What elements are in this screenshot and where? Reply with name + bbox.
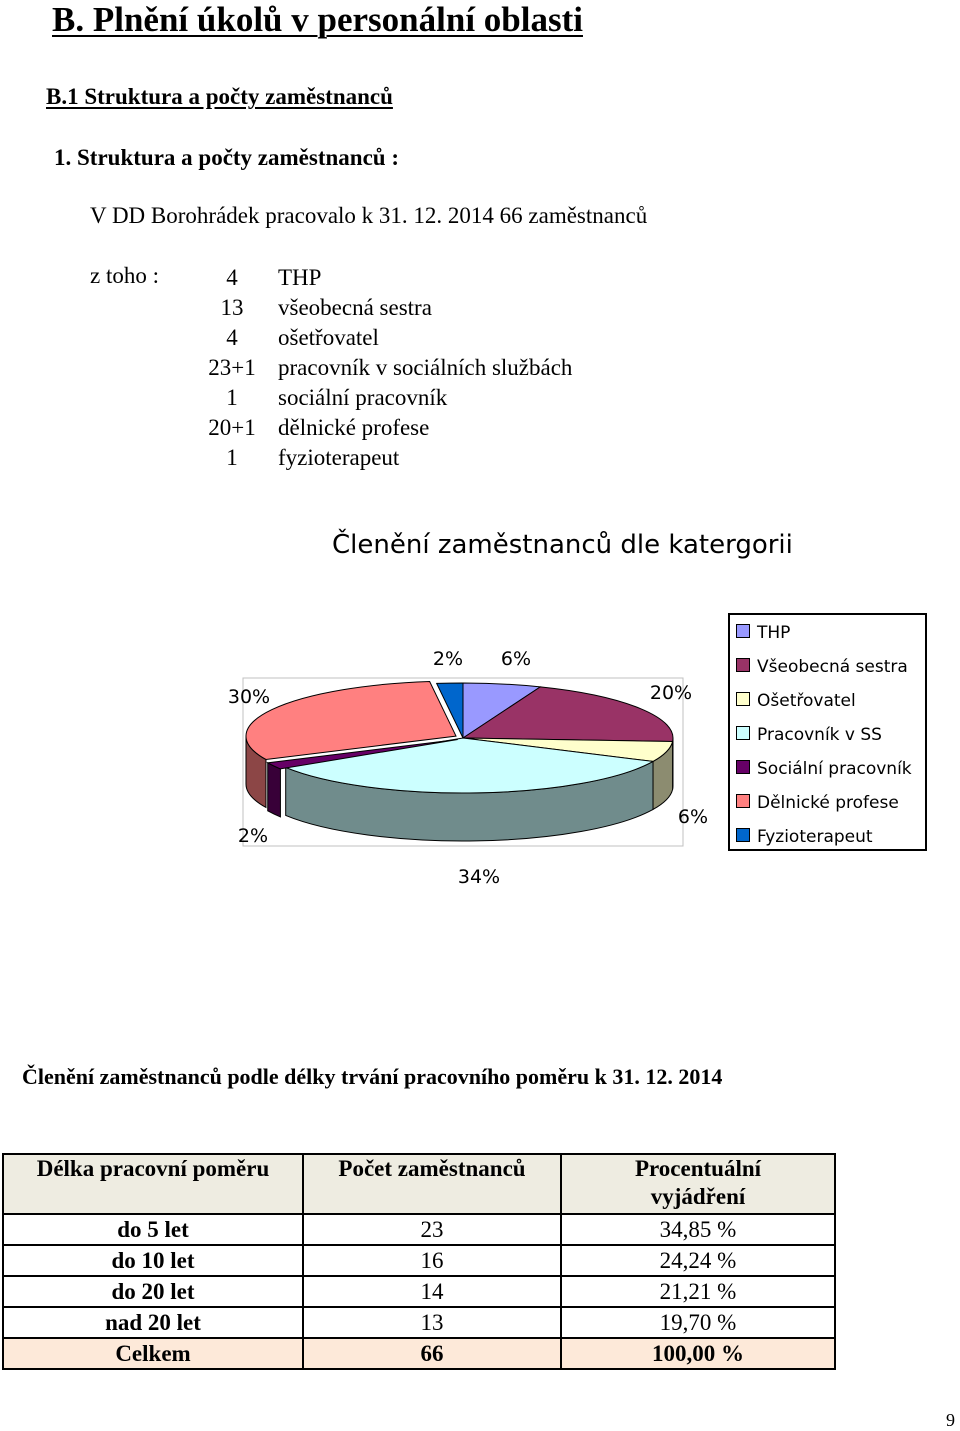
legend-swatch: [736, 726, 750, 740]
table-header-row: [3, 1154, 835, 1214]
pie-slice-side: [268, 763, 281, 817]
pie-data-label: 34%: [457, 866, 501, 888]
table-cell: 13: [303, 1307, 561, 1338]
pie-data-label: 2%: [432, 648, 464, 670]
legend-swatch: [736, 658, 750, 672]
table-header: Počet zaměstnanců: [303, 1154, 561, 1214]
table-header: Délka pracovní poměru: [3, 1154, 303, 1214]
legend-item: [736, 792, 899, 814]
table-cell: 100,00 %: [561, 1338, 835, 1369]
table-row: [3, 1245, 835, 1276]
table-row: [3, 1307, 835, 1338]
pie-data-label: 6%: [677, 806, 709, 828]
table-cell: Celkem: [3, 1338, 303, 1369]
legend-item: [736, 690, 856, 712]
chart-title: Členění zaměstnanců dle katergorii: [332, 530, 793, 560]
subsection-heading: 1. Struktura a počty zaměstnanců :: [54, 145, 399, 170]
table-cell: 14: [303, 1276, 561, 1307]
breakdown-count: 23+1: [208, 355, 256, 380]
legend-label: Ošetřovatel: [757, 691, 856, 711]
legend-label: Všeobecná sestra: [757, 657, 908, 677]
pie-data-label: 6%: [500, 648, 532, 670]
table-cell: 66: [303, 1338, 561, 1369]
breakdown-count: 4: [226, 325, 238, 350]
table-cell: 21,21 %: [561, 1276, 835, 1307]
legend-item: [736, 622, 790, 644]
table-cell: nad 20 let: [3, 1307, 303, 1338]
duration-section-title: Členění zaměstnanců podle délky trvání pracovního poměru k 31. 12. 2014: [22, 1064, 723, 1089]
table-cell: 19,70 %: [561, 1307, 835, 1338]
table-header-text: Procentuální vyjádření: [634, 1156, 762, 1209]
table-cell: 23: [303, 1214, 561, 1245]
table-total-row: [3, 1338, 835, 1369]
breakdown-prefix: z toho :: [90, 263, 159, 288]
table-cell: do 20 let: [3, 1276, 303, 1307]
legend-swatch: [736, 692, 750, 706]
section-heading: B.1 Struktura a počty zaměstnanců: [46, 84, 393, 109]
legend-swatch: [736, 624, 750, 638]
breakdown-count: 1: [226, 445, 238, 470]
legend-swatch: [736, 828, 750, 842]
legend-item: [736, 758, 912, 780]
breakdown-count: 4: [226, 265, 238, 290]
table-header: [561, 1154, 835, 1214]
breakdown-label: ošetřovatel: [278, 325, 379, 350]
legend-label: Sociální pracovník: [757, 759, 912, 779]
legend-label: Fyzioterapeut: [757, 827, 873, 847]
intro-text: V DD Borohrádek pracovalo k 31. 12. 2014 66 zaměstnanců: [90, 203, 648, 228]
breakdown-label: dělnické profese: [278, 415, 430, 440]
legend-label: Dělnické profese: [757, 793, 899, 813]
legend-item: [736, 826, 873, 848]
table-cell: 34,85 %: [561, 1214, 835, 1245]
breakdown-label: pracovník v sociálních službách: [278, 355, 573, 380]
table-cell: 16: [303, 1245, 561, 1276]
breakdown-count: 20+1: [208, 415, 256, 440]
pie-data-label: 2%: [237, 825, 269, 847]
breakdown-count: 1: [226, 385, 238, 410]
page-number: 9: [946, 1410, 955, 1430]
pie-data-label: 20%: [649, 682, 693, 704]
breakdown-count: 13: [220, 295, 244, 320]
legend-item: [736, 724, 882, 746]
page-heading: B. Plnění úkolů v personální oblasti: [52, 0, 583, 39]
breakdown-label: THP: [278, 265, 322, 290]
duration-table: [2, 1153, 836, 1370]
legend-swatch: [736, 794, 750, 808]
legend-swatch: [736, 760, 750, 774]
breakdown-label: sociální pracovník: [278, 385, 448, 410]
breakdown-label: fyzioterapeut: [278, 445, 400, 470]
chart-legend: [728, 613, 927, 851]
pie-data-label: 30%: [227, 686, 271, 708]
table-row: [3, 1276, 835, 1307]
legend-item: [736, 656, 908, 678]
table-cell: do 5 let: [3, 1214, 303, 1245]
legend-label: Pracovník v SS: [757, 725, 882, 745]
table-row: [3, 1214, 835, 1245]
legend-label: THP: [757, 623, 791, 643]
table-cell: 24,24 %: [561, 1245, 835, 1276]
table-cell: do 10 let: [3, 1245, 303, 1276]
breakdown-label: všeobecná sestra: [278, 295, 432, 320]
